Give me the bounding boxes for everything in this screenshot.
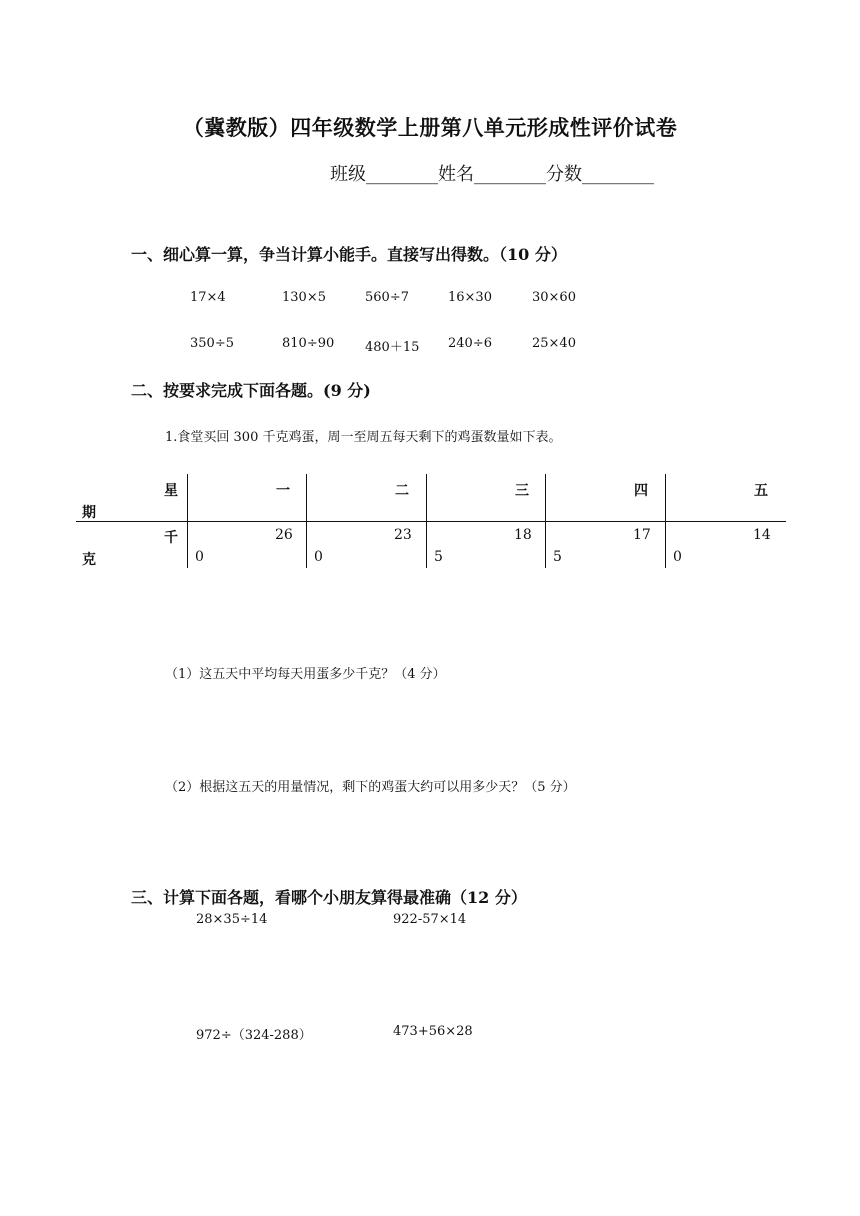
calc-problem: 473+56×28 <box>393 1024 473 1039</box>
student-info-line: 班级________姓名________分数________ <box>330 164 654 185</box>
question-1: （1）这五天中平均每天用蛋多少千克？（4 分） <box>165 667 446 682</box>
table-day: 五 <box>754 483 768 499</box>
section3-heading: 三、计算下面各题，看哪个小朋友算得最准确（12 分） <box>131 888 527 907</box>
calc-problem: 972÷（324-288） <box>196 1028 312 1043</box>
table-value-top: 26 <box>275 527 293 543</box>
table-day: 一 <box>276 483 290 499</box>
calc-problem: 28×35÷14 <box>196 912 268 927</box>
table-divider <box>426 474 427 568</box>
table-row-label-top: 千 <box>164 530 178 546</box>
table-day: 二 <box>395 483 409 499</box>
table-value-bottom: 0 <box>195 549 204 565</box>
table-value-bottom: 0 <box>314 549 323 565</box>
calc-item: 560÷7 <box>365 290 409 305</box>
egg-table <box>76 474 786 568</box>
calc-item: 130×5 <box>282 290 326 305</box>
calc-item: 350÷5 <box>190 336 234 351</box>
table-value-bottom: 5 <box>434 549 443 565</box>
table-divider <box>187 474 188 568</box>
table-day: 四 <box>634 483 648 499</box>
table-value-top: 14 <box>753 527 771 543</box>
calc-item: 17×4 <box>190 290 226 305</box>
section1-heading: 一、细心算一算，争当计算小能手。直接写出得数。（10 分） <box>131 245 567 264</box>
table-divider <box>665 474 666 568</box>
table-divider <box>76 521 786 522</box>
table-value-top: 23 <box>394 527 412 543</box>
table-header-label-bottom: 期 <box>82 505 96 521</box>
egg-problem-intro: 1.食堂买回 300 千克鸡蛋，周一至周五每天剩下的鸡蛋数量如下表。 <box>165 430 562 445</box>
calc-item: 810÷90 <box>282 336 335 351</box>
table-value-top: 17 <box>633 527 651 543</box>
calc-item: 16×30 <box>448 290 492 305</box>
table-value-bottom: 5 <box>553 549 562 565</box>
table-divider <box>306 474 307 568</box>
table-header-label-top: 星 <box>164 483 178 499</box>
question-2: （2）根据这五天的用量情况，剩下的鸡蛋大约可以用多少天？（5 分） <box>165 780 576 795</box>
table-value-bottom: 0 <box>673 549 682 565</box>
calc-item: 240÷6 <box>448 336 492 351</box>
table-divider <box>545 474 546 568</box>
page-title: （冀教版）四年级数学上册第八单元形成性评价试卷 <box>182 115 678 140</box>
calc-item: 480＋15 <box>365 340 420 355</box>
table-row-label-bottom: 克 <box>82 552 96 568</box>
table-value-top: 18 <box>514 527 532 543</box>
table-day: 三 <box>515 483 529 499</box>
section2-heading: 二、按要求完成下面各题。(9 分) <box>131 381 371 400</box>
calc-problem: 922-57×14 <box>393 912 467 927</box>
calc-item: 25×40 <box>532 336 576 351</box>
calc-item: 30×60 <box>532 290 576 305</box>
